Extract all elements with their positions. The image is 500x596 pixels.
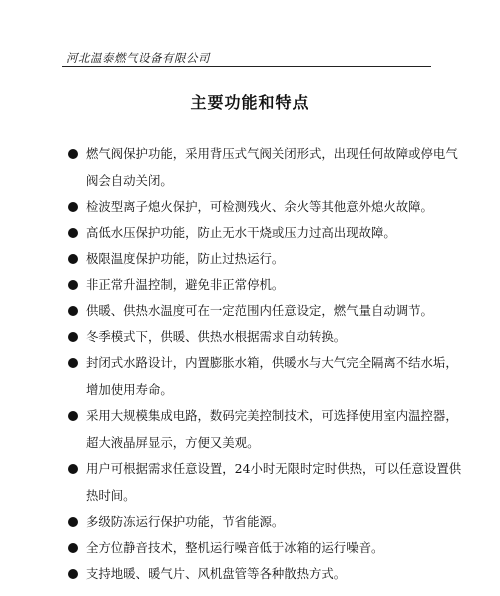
- feature-text: 非正常升温控制，避免非正常停机。: [86, 277, 285, 292]
- feature-text: 多级防冻运行保护功能，节省能源。: [86, 514, 285, 529]
- feature-text: 封闭式水路设计，内置膨胀水箱，供暖水与大气完全隔离不结水垢，增加使用寿命。: [86, 355, 458, 397]
- feature-item: [67, 455, 467, 509]
- feature-text: 检波型离子熄火保护，可检测残火、余火等其他意外熄火故障。: [86, 199, 433, 214]
- bullet-icon: [68, 228, 78, 238]
- bullet-icon: [68, 411, 78, 421]
- feature-text: 冬季模式下，供暖、供热水根据需求自动转换。: [86, 329, 347, 344]
- bullet-icon: [68, 332, 78, 342]
- feature-item: [67, 560, 467, 587]
- bullet-icon: [68, 358, 78, 368]
- feature-item: [67, 402, 467, 456]
- feature-item: [67, 245, 467, 272]
- company-header: 河北温泰燃气设备有限公司: [66, 51, 210, 65]
- bullet-icon: [68, 543, 78, 553]
- feature-list: [67, 140, 467, 586]
- feature-item: [67, 140, 467, 194]
- bullet-icon: [68, 569, 78, 579]
- feature-text: 采用大规模集成电路，数码完美控制技术，可选择使用室内温控器，超大液晶屏显示，方便又美观。: [86, 408, 458, 450]
- feature-text: 供暖、供热水温度可在一定范围内任意设定，燃气量自动调节。: [86, 303, 433, 318]
- feature-item: [67, 349, 467, 403]
- bullet-icon: [68, 306, 78, 316]
- feature-text: 极限温度保护功能，防止过热运行。: [86, 251, 285, 266]
- feature-item: [67, 508, 467, 535]
- page-title: 主要功能和特点: [190, 93, 310, 112]
- bullet-icon: [68, 254, 78, 264]
- bullet-icon: [68, 280, 78, 290]
- feature-text: 全方位静音技术，整机运行噪音低于冰箱的运行噪音。: [86, 540, 384, 555]
- feature-item: [67, 271, 467, 298]
- feature-text: 高低水压保护功能，防止无水干烧或压力过高出现故障。: [86, 225, 396, 240]
- feature-item: [67, 534, 467, 561]
- bullet-icon: [68, 517, 78, 527]
- feature-item: [67, 297, 467, 324]
- bullet-icon: [68, 149, 78, 159]
- bullet-icon: [68, 464, 78, 474]
- feature-item: [67, 193, 467, 220]
- feature-text: 燃气阀保护功能，采用背压式气阀关闭形式，出现任何故障或停电气阀会自动关闭。: [86, 146, 458, 188]
- feature-text: 支持地暖、暖气片、风机盘管等各种散热方式。: [86, 566, 347, 581]
- header-rule: [62, 66, 431, 67]
- feature-text: 用户可根据需求任意设置，24小时无限时定时供热，可以任意设置供热时间。: [86, 461, 462, 503]
- bullet-icon: [68, 202, 78, 212]
- feature-item: [67, 323, 467, 350]
- feature-item: [67, 219, 467, 246]
